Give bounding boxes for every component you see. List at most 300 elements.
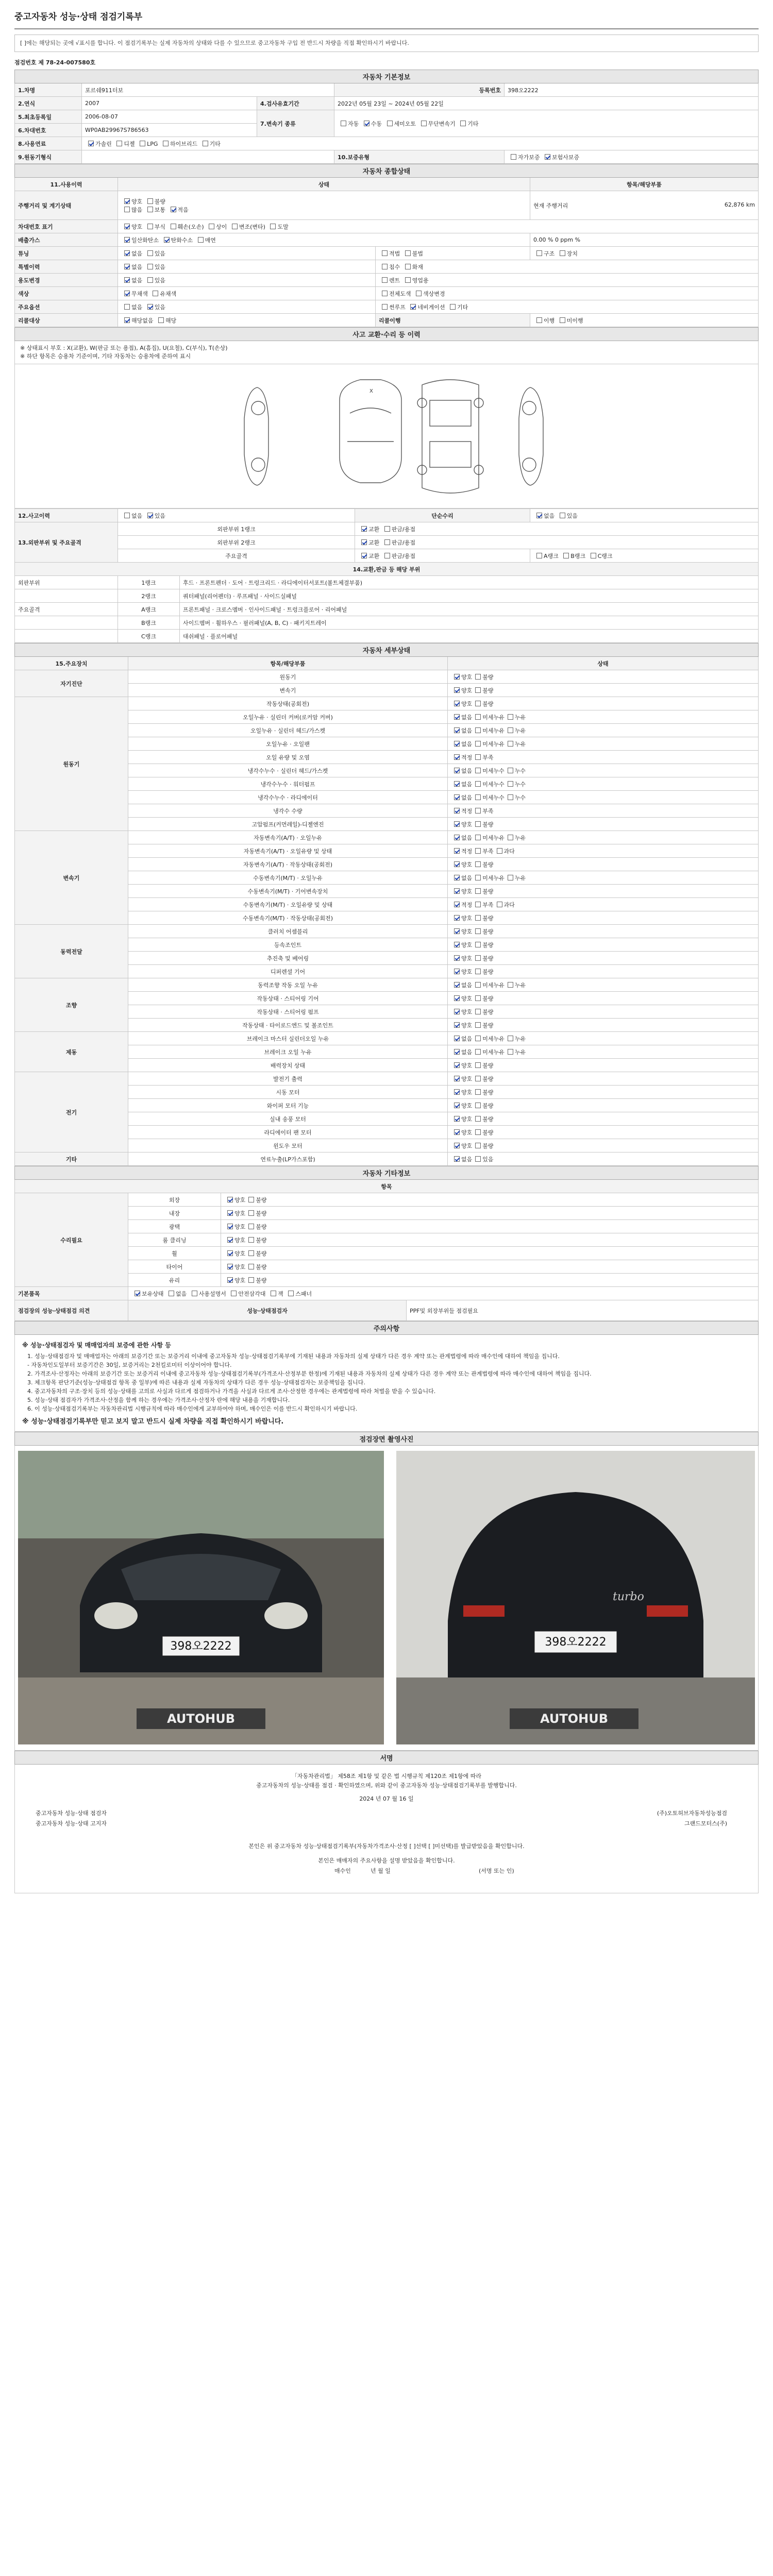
- checkbox-checked: [164, 237, 170, 243]
- col-state: 상태: [118, 178, 530, 191]
- opt-label: 양호: [461, 914, 473, 922]
- first-reg-label: 5.최초등록일: [15, 110, 82, 124]
- checkbox: [475, 754, 481, 760]
- parts-rank: 2랭크: [118, 589, 180, 603]
- opt-label: 불량: [482, 941, 494, 948]
- opt-label: 없음: [461, 767, 473, 774]
- checkbox: [147, 277, 153, 283]
- checkbox-checked: [124, 198, 130, 204]
- detail-item: 원동기: [128, 670, 448, 684]
- opt-label: 전체도색: [389, 290, 411, 297]
- checkbox: [475, 955, 481, 961]
- checkbox: [124, 513, 130, 518]
- checkbox: [405, 277, 411, 283]
- opt-label: 양호: [131, 198, 143, 205]
- parts-list: 후드 · 프론트펜더 · 도어 · 트렁크리드 · 라디에이터서포트(볼트체결부품): [180, 576, 759, 589]
- checkbox-checked: [454, 741, 460, 747]
- opt-label: 있음: [154, 250, 166, 257]
- detail-item: 수동변속기(M/T) · 오일유량 및 상태: [128, 898, 448, 911]
- opt-label: 양호: [234, 1223, 246, 1230]
- checkbox: [475, 821, 481, 827]
- legend-line: ※ 상태표시 부호 : X(교환), W(판금 또는 용접), A(흠집), U(요철), C(부식), T(손상): [20, 345, 228, 351]
- checkbox: [153, 291, 158, 296]
- detail-state: [448, 898, 759, 911]
- opt-label: 교환: [368, 552, 380, 560]
- checkbox: [124, 207, 130, 212]
- year-label: 2.연식: [15, 97, 82, 110]
- law-text-2: 중고자동차의 성능·상태를 점검 · 확인하였으며, 위와 같이 중고자동차 성능·상태점검기록부를 발행합니다.: [256, 1782, 517, 1789]
- col-state: 상태: [448, 657, 759, 670]
- checkbox: [508, 875, 513, 880]
- detail-state: [448, 1112, 759, 1126]
- rear-photo: [396, 1451, 755, 1744]
- section-overall: 자동차 종합상태: [15, 164, 759, 178]
- col-device: 15.주요장치: [15, 657, 128, 670]
- law-text-1: 「자동차관리법」 제58조 제1항 및 같은 법 시행규칙 제120조 제1항에 따라: [291, 1773, 482, 1780]
- checkbox-checked: [88, 141, 94, 146]
- checkbox: [475, 701, 481, 706]
- checkbox: [508, 835, 513, 840]
- checkbox-checked: [361, 553, 367, 558]
- checkbox: [536, 553, 542, 558]
- checkbox: [147, 198, 153, 204]
- checkbox-checked: [454, 1062, 460, 1068]
- usage-sub-options: [376, 274, 759, 287]
- signature-header: [14, 1751, 759, 1765]
- opinion-text: PPF및 외장부위들 점검필요: [407, 1300, 759, 1321]
- section-other: 자동차 기타정보: [15, 1166, 759, 1180]
- opt-label: 불법: [412, 250, 424, 257]
- opt-label: 있음: [154, 303, 166, 311]
- opt-label: 불량: [256, 1263, 267, 1270]
- opt-label: 판금/용접: [391, 539, 415, 546]
- opt-label: 없음: [461, 874, 473, 882]
- engine-type-value: [82, 150, 334, 164]
- option-sub-options: [376, 300, 759, 314]
- opt-label: 불량: [256, 1250, 267, 1257]
- checkbox: [232, 224, 238, 229]
- trans-label: 7.변속기 종류: [257, 110, 334, 137]
- rank1-options: [355, 522, 759, 536]
- checkbox: [382, 250, 388, 256]
- parts-rank: 1랭크: [118, 576, 180, 589]
- warranty-label: 10.보증유형: [334, 150, 505, 164]
- recall-label: 리콜대상: [15, 314, 118, 327]
- detail-row: [15, 1072, 759, 1086]
- detail-state: [448, 1153, 759, 1166]
- checkbox-checked: [454, 1009, 460, 1014]
- opt-label: 없음: [461, 727, 473, 734]
- checkbox: [382, 291, 388, 296]
- opt-label: 불량: [482, 888, 494, 895]
- checkbox: [560, 250, 565, 256]
- opt-label: 불량: [482, 673, 494, 681]
- checkbox: [508, 1049, 513, 1055]
- rear-banner: AUTOHUB: [540, 1711, 608, 1726]
- checkbox: [475, 995, 481, 1001]
- accident-header: [14, 327, 759, 341]
- detail-item: 라디에이터 팬 모터: [128, 1126, 448, 1139]
- opt-label: 과다: [503, 848, 515, 855]
- opt-label: 양호: [461, 955, 473, 962]
- checkbox-checked: [454, 1143, 460, 1148]
- checkbox-checked: [410, 304, 416, 310]
- opt-label: 적정: [461, 807, 473, 815]
- engine-type-label: 9.원동기형식: [15, 150, 82, 164]
- checkbox: [508, 781, 513, 787]
- page-title: 중고자동차 성능·상태 점검기록부: [14, 7, 759, 29]
- checkbox-checked: [454, 902, 460, 907]
- opt-label: 불량: [482, 955, 494, 962]
- opt-label: 양호: [234, 1210, 246, 1217]
- detail-item: 작동상태 · 타이로드엔드 및 볼조인트: [128, 1019, 448, 1032]
- cautions-final: ※ 성능·상태점검기록부만 믿고 보지 말고 반드시 실제 차량을 직접 확인하시기 바랍니다.: [22, 1418, 284, 1426]
- opt-label: 불량: [482, 1102, 494, 1109]
- opt-label: 없음: [461, 740, 473, 748]
- opt-label: 매연: [205, 236, 216, 244]
- checkbox-checked: [124, 224, 130, 229]
- opt-label: 누유: [514, 981, 526, 989]
- caution-line: 4. 중고자동차의 구조·장치 등의 성능·상태를 고의로 사실과 다르게 점검하거나 가격을 사실과 다르게 조사·산정한 경우에는 관계법령에 따라 처벌을 받을 수 있습니다.: [27, 1388, 436, 1395]
- opt-label: 양호: [461, 1115, 473, 1123]
- detail-state: [448, 1072, 759, 1086]
- checkbox: [405, 264, 411, 269]
- detail-item: 고압펌프(커먼레일)-디젤엔진: [128, 818, 448, 831]
- checkbox: [341, 121, 346, 126]
- other-col-item: 항목: [15, 1180, 759, 1193]
- reg-no-value: 398오2222: [505, 83, 759, 97]
- checkbox-checked: [171, 207, 176, 212]
- opt-label: 없음: [176, 1290, 187, 1297]
- checkbox: [171, 224, 176, 229]
- opt-label: 렌트: [389, 277, 400, 284]
- checkbox-checked: [454, 1022, 460, 1028]
- opt-label: 판금/용접: [391, 526, 415, 533]
- opt-label: 양호: [461, 968, 473, 975]
- checkbox-checked: [454, 727, 460, 733]
- detail-item: 냉각수누수 · 실린더 헤드/가스켓: [128, 764, 448, 777]
- buyer-label: 매수인: [334, 1868, 351, 1874]
- opt-label: 양호: [461, 673, 473, 681]
- mileage-km: 62,876 km: [724, 201, 755, 208]
- tool-options: [128, 1287, 759, 1300]
- checkbox: [475, 1062, 481, 1068]
- parts-group: 주요골격: [15, 603, 118, 616]
- usage-label: 용도변경: [15, 274, 118, 287]
- detail-group: 자기진단: [15, 670, 128, 697]
- checkbox: [475, 915, 481, 921]
- detail-state: [448, 804, 759, 818]
- opt-label: 양호: [461, 1089, 473, 1096]
- checkbox-checked: [536, 513, 542, 518]
- front-photo: [18, 1451, 384, 1744]
- checkbox-checked: [454, 1089, 460, 1095]
- checkbox-checked: [454, 875, 460, 880]
- opt-label: 훼손(오손): [177, 223, 204, 230]
- frame-options: [530, 549, 759, 563]
- accident-legend: [14, 341, 759, 364]
- special-options: [118, 260, 376, 274]
- opt-label: 일산화탄소: [131, 236, 159, 244]
- opt-label: 없음: [131, 303, 143, 311]
- opt-label: 양호: [461, 1062, 473, 1069]
- detail-item: 디퍼렌셜 기어: [128, 965, 448, 978]
- opt-label: 누유: [514, 1035, 526, 1042]
- svg-text:X: X: [369, 388, 373, 394]
- front-car-image: [18, 1451, 384, 1744]
- emission-values: 0.00 % 0 ppm %: [530, 233, 759, 247]
- checkbox: [416, 291, 422, 296]
- checkbox: [382, 264, 388, 269]
- opt-label: 없음: [461, 714, 473, 721]
- other-item: 내장: [128, 1207, 221, 1220]
- checkbox: [475, 1089, 481, 1095]
- opt-label: 양호: [461, 687, 473, 694]
- opt-label: 누유: [514, 834, 526, 841]
- opt-label: 해당: [165, 317, 177, 324]
- detail-state: [448, 724, 759, 737]
- opt-label: 부족: [482, 807, 494, 815]
- opt-label: 변조(변타): [239, 223, 265, 230]
- opt-label: 적정: [461, 901, 473, 908]
- detail-item: 시동 모터: [128, 1086, 448, 1099]
- checkbox-checked: [454, 794, 460, 800]
- receipt-text-1: 본인은 위 중고자동차 성능·상태점검기록부(자동차가격조사·산정 [ ]선택 [ ]미선택)를 발급받았음을 확인합니다.: [248, 1843, 525, 1850]
- checkbox: [475, 1022, 481, 1028]
- inspector-label: 중고자동차 성능·상태 점검자: [36, 1810, 107, 1817]
- checkbox-checked: [227, 1224, 233, 1229]
- checkbox: [497, 848, 502, 854]
- opt-label: 양호: [461, 861, 473, 868]
- opt-label: 부식: [154, 223, 166, 230]
- checkbox-checked: [124, 317, 130, 323]
- detail-item: 동력조향 작동 오일 누유: [128, 978, 448, 992]
- checkbox: [475, 727, 481, 733]
- checkbox: [497, 902, 502, 907]
- detail-item: 수동변속기(M/T) · 오일누유: [128, 871, 448, 885]
- checkbox: [591, 553, 596, 558]
- vin-label: 6.차대번호: [15, 124, 82, 137]
- detail-item: 작동상태 · 스티어링 펌프: [128, 1005, 448, 1019]
- opt-label: LPG: [147, 140, 158, 147]
- exterior-label: 13.외판부위 및 주요골격: [15, 522, 118, 563]
- checkbox-checked: [454, 915, 460, 921]
- opt-label: 유채색: [160, 290, 177, 297]
- other-state: [221, 1260, 759, 1274]
- other-group: 수리필요: [15, 1193, 128, 1287]
- checkbox: [475, 1129, 481, 1135]
- opt-label: 미세누유: [482, 740, 505, 748]
- opt-label: 양호: [461, 1022, 473, 1029]
- opt-label: 자가보증: [518, 154, 540, 161]
- option-label: 주요옵션: [15, 300, 118, 314]
- detail-group: 원동기: [15, 697, 128, 831]
- option-options: [118, 300, 376, 314]
- rank1-label: 외판부위 1랭크: [118, 522, 355, 536]
- opt-label: 있음: [154, 277, 166, 284]
- checkbox-checked: [454, 835, 460, 840]
- other-state: [221, 1207, 759, 1220]
- detail-item: 냉각수누수 · 라디에이터: [128, 791, 448, 804]
- detail-state: [448, 670, 759, 684]
- checkbox-checked: [454, 1049, 460, 1055]
- opt-label: 잭: [278, 1290, 283, 1297]
- opt-label: 불량: [482, 1142, 494, 1149]
- checkbox-checked: [454, 781, 460, 787]
- opt-label: 양호: [461, 995, 473, 1002]
- checkbox: [288, 1291, 294, 1296]
- opt-label: 없음: [131, 250, 143, 257]
- opt-label: 없음: [461, 1035, 473, 1042]
- checkbox: [248, 1277, 254, 1283]
- opt-label: 있음: [566, 512, 578, 519]
- checkbox: [116, 141, 122, 146]
- opt-label: 있음: [154, 512, 166, 519]
- opt-label: 양호: [234, 1196, 246, 1204]
- parts-group: [15, 616, 118, 630]
- checkbox: [382, 304, 388, 310]
- caution-line: 1. 성능·상태점검자 및 매매업자는 아래의 보증기간 또는 보증거리 이내에 중고자동차 성능·상태점검기록부에 기재된 내용과 자동차의 실제 상태가 다른 경우 계약 또는 관계법령에 따라 매수인에 대하여 책임을 집니다.: [27, 1353, 560, 1360]
- checkbox: [384, 526, 390, 532]
- checkbox-checked: [124, 291, 130, 296]
- other-body: [15, 1193, 759, 1287]
- opt-label: 양호: [234, 1277, 246, 1284]
- rank2-options: [355, 536, 759, 549]
- section-cautions: 주의사항: [15, 1321, 759, 1335]
- mileage-value: [530, 191, 759, 220]
- checkbox-checked: [454, 1129, 460, 1135]
- opt-label: 양호: [461, 888, 473, 895]
- checkbox: [147, 224, 153, 229]
- checkbox-checked: [454, 754, 460, 760]
- detail-state: [448, 1005, 759, 1019]
- cautions-header: [14, 1321, 759, 1335]
- caution-line: 6. 이 성능·상태점검기록부는 자동차관리법 시행규칙에 따라 매수인에게 교부하여야 하며, 매수인은 이를 반드시 확인하시기 바랍니다.: [27, 1405, 358, 1412]
- tuning-label: 튜닝: [15, 247, 118, 260]
- detail-state: [448, 1086, 759, 1099]
- checkbox: [475, 888, 481, 894]
- checkbox: [475, 1009, 481, 1014]
- checkbox-checked: [454, 848, 460, 854]
- opt-label: 양호: [234, 1236, 246, 1244]
- opt-label: 적법: [389, 250, 400, 257]
- detail-state: [448, 818, 759, 831]
- checkbox: [475, 674, 481, 680]
- opt-label: 누수: [514, 781, 526, 788]
- opt-label: 부족: [482, 754, 494, 761]
- opt-label: 있음: [154, 263, 166, 270]
- checkbox: [536, 317, 542, 323]
- opt-label: 불량: [482, 1129, 494, 1136]
- caution-line: 5. 성능·상태 점검자가 가격조사·산정을 함께 하는 경우에는 가격조사·산정자 란에 해당 내용을 기재합니다.: [27, 1397, 290, 1403]
- opt-label: 세미오토: [394, 120, 416, 127]
- opt-label: 없음: [131, 277, 143, 284]
- receipt-text-2: 본인은 매매자의 주요사항을 설명 받았음을 확인합니다.: [318, 1857, 455, 1864]
- checkbox: [203, 141, 208, 146]
- detail-item: 추진축 및 베어링: [128, 952, 448, 965]
- opt-label: 미세누유: [482, 874, 505, 882]
- opt-label: 불량: [256, 1236, 267, 1244]
- opt-label: 없음: [461, 1048, 473, 1056]
- checkbox: [475, 794, 481, 800]
- checkbox: [421, 121, 427, 126]
- other-state: [221, 1233, 759, 1247]
- overall-table: [14, 164, 759, 327]
- opt-label: 미세누유: [482, 1035, 505, 1042]
- tuning-sub-options: [376, 247, 530, 260]
- parts-group: [15, 630, 118, 643]
- detail-group: 제동: [15, 1032, 128, 1072]
- opt-label: 미세누수: [482, 794, 505, 801]
- valid-value: 2022년 05월 23일 ~ 2024년 05월 22일: [334, 97, 759, 110]
- detail-state: [448, 925, 759, 938]
- checkbox: [475, 1076, 481, 1081]
- detail-group: 조향: [15, 978, 128, 1032]
- checkbox: [192, 1291, 197, 1296]
- detail-item: 오일 유량 및 오염: [128, 751, 448, 764]
- checkbox: [384, 539, 390, 545]
- checkbox-checked: [361, 526, 367, 532]
- checkbox-checked: [454, 969, 460, 974]
- checkbox-checked: [124, 264, 130, 269]
- detail-row: [15, 1032, 759, 1045]
- checkbox: [475, 942, 481, 947]
- checkbox-checked: [454, 1103, 460, 1108]
- opt-label: 영업용: [412, 277, 429, 284]
- detail-item: 작동상태(공회전): [128, 697, 448, 710]
- opt-label: 누유: [514, 714, 526, 721]
- checkbox: [475, 781, 481, 787]
- detail-state: [448, 791, 759, 804]
- opt-label: 양호: [461, 821, 473, 828]
- opt-label: 불량: [256, 1277, 267, 1284]
- detail-item: 냉각수 수량: [128, 804, 448, 818]
- simple-options: [530, 509, 759, 522]
- checkbox: [475, 714, 481, 720]
- opt-label: B랭크: [570, 552, 586, 560]
- trans-options: [334, 110, 759, 137]
- emission-label: 배출가스: [15, 233, 118, 247]
- checkbox: [475, 808, 481, 814]
- detail-state: [448, 1032, 759, 1045]
- caution-line: 2. 가격조사·산정자는 아래의 보증기간 또는 보증거리 이내에 중고자동차 성능·상태점검기록부(가격조사·산정부분 한정)에 기재된 내용과 자동차의 실제 상태가 다른 경우 계약 또는 관계법령에 따라 매수인에 대하여 책임을 집니다.: [27, 1370, 592, 1377]
- opt-label: 누유: [514, 1048, 526, 1056]
- tool-label: 기본품목: [15, 1287, 128, 1300]
- opt-label: 불량: [482, 1022, 494, 1029]
- recall-done-label: 리콜이행: [376, 314, 530, 327]
- other-state: [221, 1274, 759, 1287]
- opt-label: 불량: [154, 198, 166, 205]
- opinion-inspector-label: 성능·상태점검자: [128, 1300, 407, 1321]
- caution-line: 3. 체크항목 판단기준(성능·상태점검 항목 중 일부)에 따른 내용과 실제 자동차의 상태가 다른 경우 성능·상태점검자는 보증책임을 집니다.: [27, 1379, 365, 1386]
- checkbox-checked: [454, 687, 460, 693]
- detail-state: [448, 697, 759, 710]
- opt-label: 불량: [482, 928, 494, 935]
- parts-list: 대쉬패널 · 플로어패널: [180, 630, 759, 643]
- opt-label: 도말: [277, 223, 289, 230]
- opt-label: 양호: [461, 1129, 473, 1136]
- opt-label: 가솔린: [95, 140, 112, 147]
- opt-label: 하이브리드: [170, 140, 198, 147]
- detail-state: [448, 1045, 759, 1059]
- opt-label: 양호: [461, 941, 473, 948]
- checkbox-checked: [227, 1250, 233, 1256]
- other-item: 타이어: [128, 1260, 221, 1274]
- checkbox: [475, 687, 481, 693]
- opt-label: 기타: [209, 140, 221, 147]
- detail-item: 클러치 어셈블리: [128, 925, 448, 938]
- usage-options: [118, 274, 376, 287]
